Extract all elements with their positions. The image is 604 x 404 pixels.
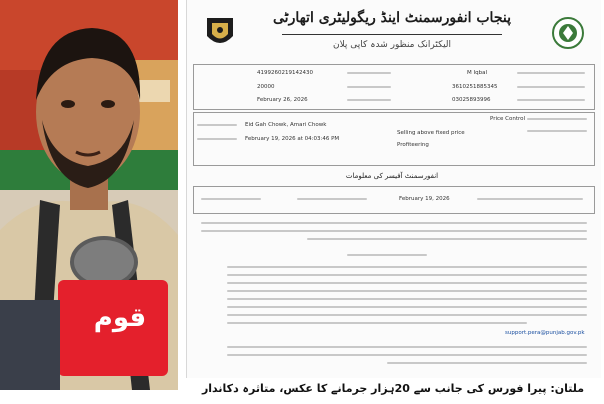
- body-text-line: [227, 346, 587, 348]
- offence-detail-2: Profiteering: [397, 142, 429, 148]
- body-text-line: [227, 274, 587, 276]
- body-text-line: [201, 222, 587, 224]
- urdu-label: [197, 124, 237, 126]
- issue-date: February 26, 2026: [257, 97, 308, 103]
- title-divider: [282, 34, 502, 35]
- subheading-line: [347, 254, 427, 256]
- fine-amount: 20000: [257, 84, 275, 90]
- news-caption: ملتان: پیرا فورس کی جانب سے 20ہزار جرمانے کا عکس، متاثرہ دکاندار: [201, 382, 585, 395]
- officer-section-heading: انفورسمنٹ آفیسر کی معلومات: [345, 172, 439, 180]
- urdu-label: [517, 86, 585, 88]
- urdu-label: [297, 198, 367, 200]
- body-text-line: [227, 298, 587, 300]
- urdu-label: [347, 72, 391, 74]
- body-text-line: [227, 354, 587, 356]
- urdu-label: [347, 99, 391, 101]
- respondent-name: M Iqbal: [467, 70, 487, 76]
- authority-title: پنجاب انفورسمنٹ اینڈ ریگولیٹری اتھارٹی: [273, 10, 511, 26]
- offence-detail-1: Selling above fixed price: [397, 130, 465, 136]
- urdu-label: [517, 99, 585, 101]
- urdu-label: [347, 86, 391, 88]
- body-text-line: [227, 314, 587, 316]
- inspection-datetime: February 19, 2026 at 04:03:46 PM: [245, 136, 340, 142]
- urdu-label: [197, 138, 237, 140]
- shopkeeper-photo: [0, 0, 178, 390]
- punjab-govt-seal-icon: [551, 14, 585, 52]
- body-text-line: [227, 322, 527, 324]
- body-text-line: [227, 306, 587, 308]
- body-text-line: [307, 238, 587, 240]
- mic-logo-text: قوم: [93, 303, 147, 333]
- urdu-label: [201, 198, 261, 200]
- urdu-label: [527, 130, 587, 132]
- body-text-line: [227, 282, 587, 284]
- document-header: [187, 0, 601, 60]
- shopkeeper-photo-art: [0, 0, 178, 390]
- urdu-label: [517, 72, 585, 74]
- urdu-label: [527, 118, 587, 120]
- urdu-label: [477, 198, 583, 200]
- officer-date: February 19, 2026: [399, 196, 450, 202]
- pera-logo-icon: [203, 14, 237, 52]
- officer-info-row: [193, 186, 595, 214]
- portal-link[interactable]: support.pera@punjab.gov.pk: [505, 330, 585, 336]
- body-text-line: [227, 266, 587, 268]
- reference-number: 4199260219142430: [257, 70, 313, 76]
- inspection-location: Eid Gah Chowk, Amari Chowk: [245, 122, 327, 128]
- document-subtitle: الیکٹرانک منظور شدہ کاپی پلان: [332, 40, 452, 50]
- respondent-phone: 03025893996: [452, 97, 491, 103]
- body-text-line: [227, 290, 587, 292]
- body-text-line: [201, 230, 587, 232]
- challan-document: [186, 0, 601, 378]
- respondent-cnic: 3610251885345: [452, 84, 498, 90]
- offence-category: Price Control: [490, 116, 526, 122]
- body-text-line: [387, 362, 587, 364]
